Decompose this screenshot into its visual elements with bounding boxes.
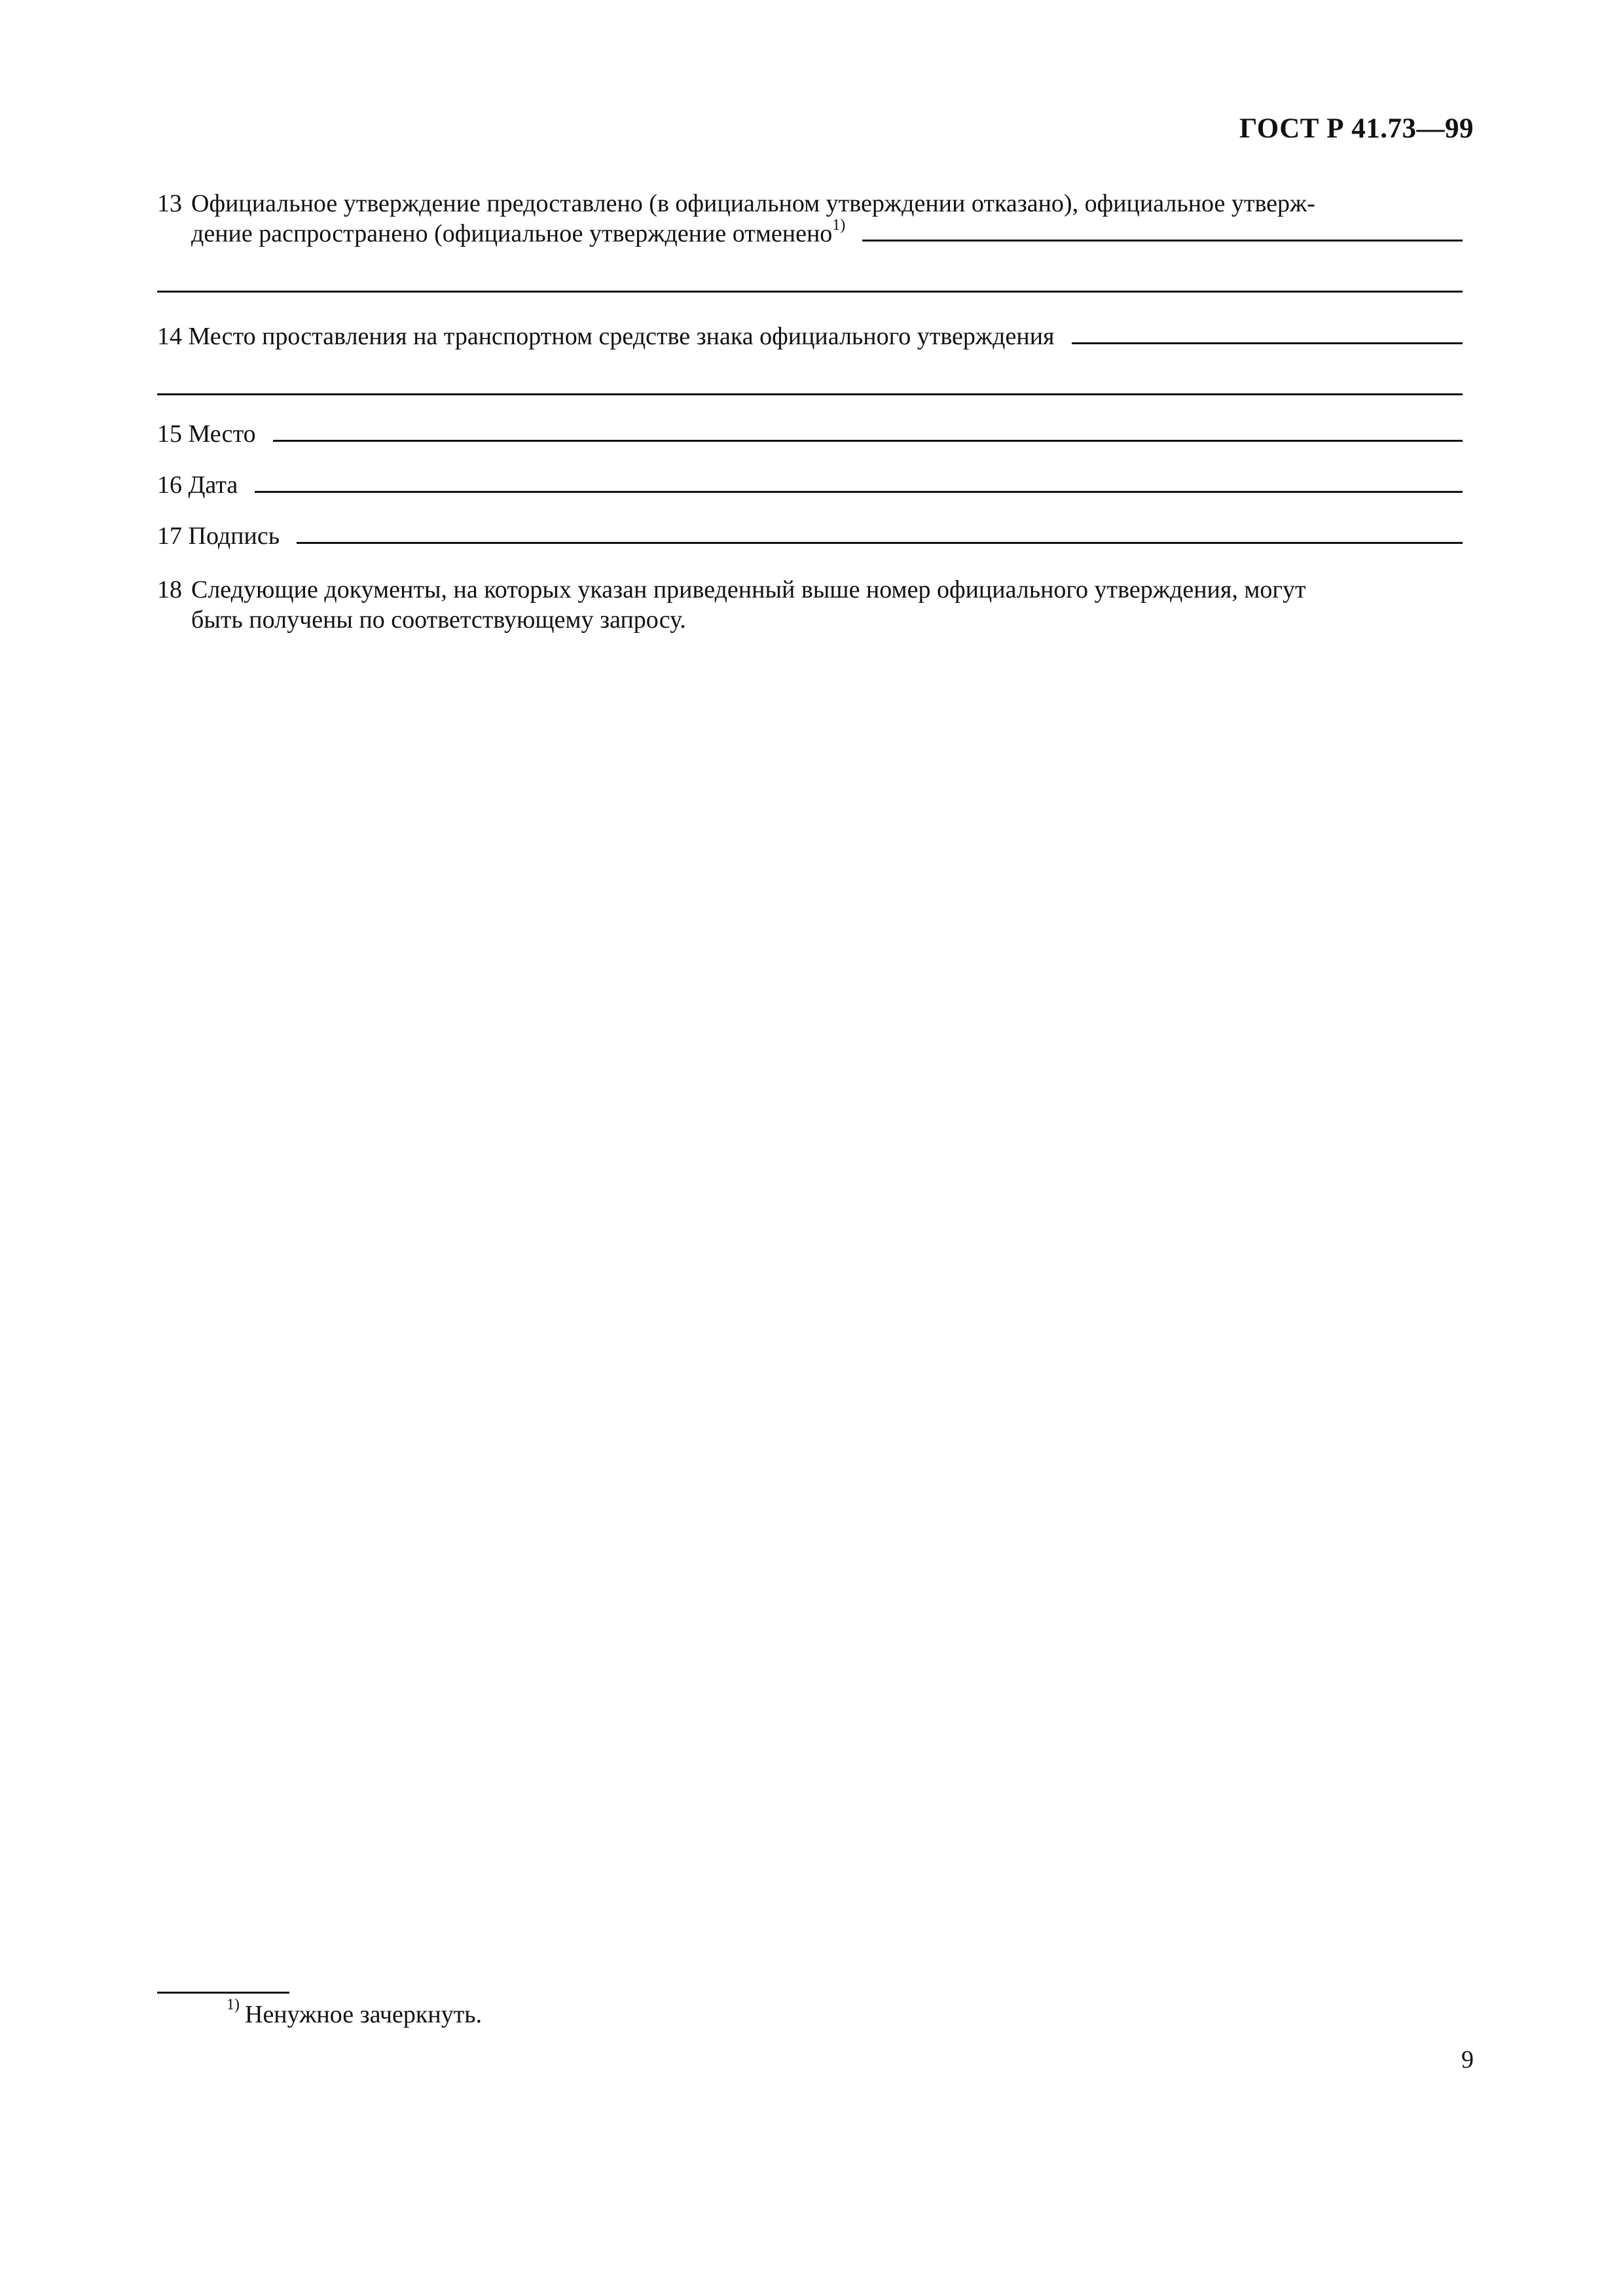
form-item-18: [157, 575, 1463, 635]
item-14-blank-line-2[interactable]: [157, 393, 1463, 395]
item-number: 13: [157, 190, 182, 217]
form-content: [157, 188, 1463, 635]
footnote-marker: 1): [227, 1996, 240, 2014]
item-13-blank-field[interactable]: [862, 220, 1463, 242]
footnote-ref: 1): [832, 217, 846, 234]
date-field[interactable]: [255, 471, 1463, 493]
item-14-text: Место проставления на транспортном средстве знака официального утверждения: [188, 323, 1055, 350]
item-15-label: Место: [188, 420, 256, 448]
item-number: 18: [157, 576, 182, 603]
page-number: 9: [1461, 2046, 1474, 2073]
item-17-label: Подпись: [188, 522, 280, 550]
item-number: 16: [157, 471, 182, 499]
footnote-divider: [157, 1992, 289, 1994]
item-18-text-line2: быть получены по соответствующему запросу.: [191, 606, 686, 634]
item-13-text-line2: дение распространено (официальное утверждение отменено: [191, 220, 833, 247]
form-item-17: [157, 521, 1463, 551]
item-18-text-line1: Следующие документы, на которых указан приведенный выше номер официального утверждения, могут: [191, 576, 1306, 603]
footnote-text: Ненужное зачеркнуть.: [245, 2001, 483, 2028]
item-13-text-line1: Официальное утверждение предоставлено (в официальном утверждении отказано), официальное утверж-: [191, 190, 1315, 217]
form-item-15: [157, 419, 1463, 449]
standard-code-header: ГОСТ Р 41.73—99: [1239, 113, 1474, 144]
item-13-blank-line-2[interactable]: [157, 291, 1463, 293]
form-item-14: [157, 321, 1463, 395]
item-14-blank-field[interactable]: [1072, 323, 1463, 344]
form-item-16: [157, 470, 1463, 500]
signature-field[interactable]: [297, 522, 1463, 544]
form-item-13: [157, 188, 1463, 293]
item-16-label: Дата: [188, 471, 238, 499]
place-field[interactable]: [273, 420, 1463, 442]
footnote: [227, 1996, 483, 2029]
item-number: 17: [157, 522, 182, 550]
item-number: 14: [157, 323, 182, 350]
item-number: 15: [157, 420, 182, 448]
